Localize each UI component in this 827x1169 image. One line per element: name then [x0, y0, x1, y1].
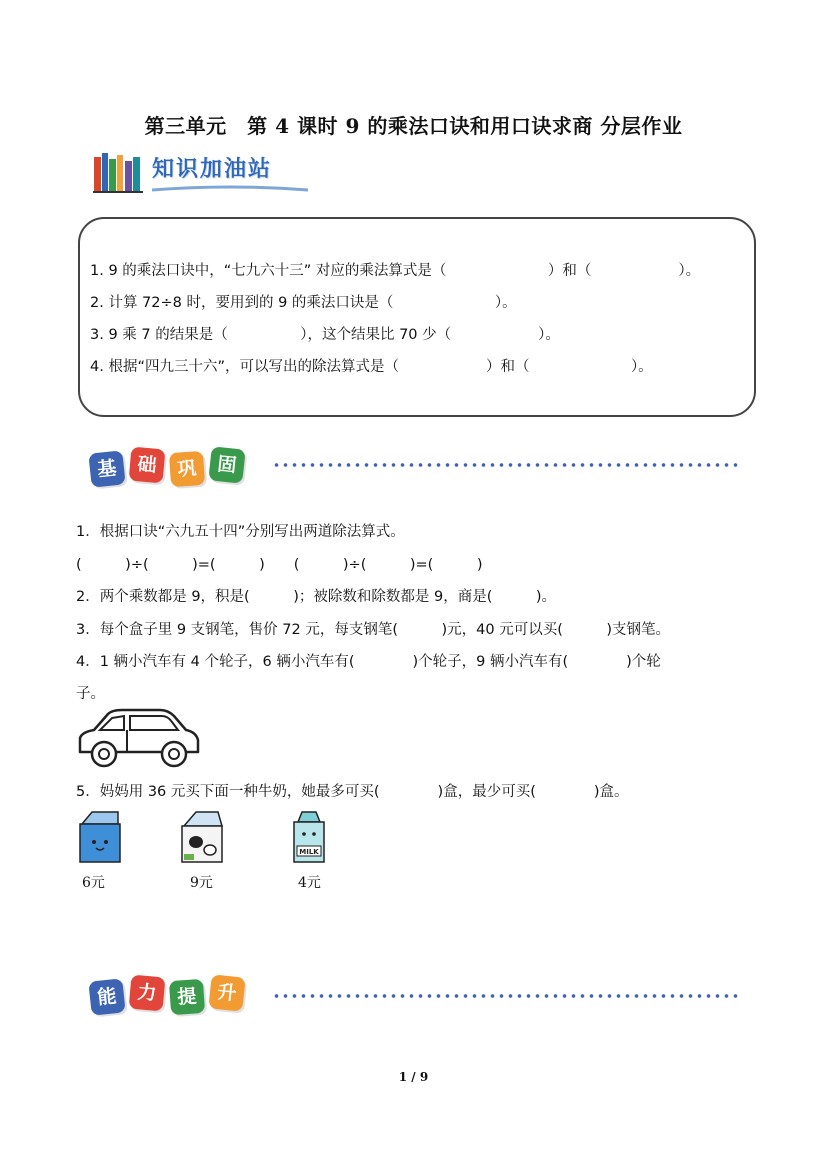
car-icon — [74, 708, 202, 770]
knowledge-box — [78, 217, 756, 417]
question-5: 5．妈妈用 36 元买下面一种牛奶，她最多可买( )盒，最少可买( )盒。 — [76, 784, 629, 800]
milk-label: MILK — [299, 848, 319, 856]
dotted-divider — [272, 463, 740, 467]
milk-price: 6元 — [82, 875, 105, 891]
section-ability-banner — [90, 974, 270, 1024]
milk-carton-cow-icon — [178, 810, 226, 864]
page-title: 第三单元 第 4 课时 9 的乘法口诀和用口诀求商 分层作业 — [144, 114, 683, 138]
section-ability-char: 升 — [208, 974, 245, 1011]
section-basic-char: 础 — [129, 447, 166, 484]
section-ability-char: 能 — [88, 978, 125, 1015]
knowledge-item: 4. 根据“四九三十六”，可以写出的除法算式是（ ）和（ ）。 — [90, 359, 653, 375]
milk-carton-blue-icon — [76, 810, 124, 864]
question-3: 3．每个盒子里 9 支钢笔，售价 72 元，每支钢笔( )元，40 元可以买( )支钢笔。 — [76, 622, 671, 638]
page-number: 1 / 9 — [398, 1070, 429, 1084]
section-ability-char: 提 — [169, 979, 205, 1015]
books-icon — [93, 151, 143, 193]
milk-bottle-icon — [290, 810, 328, 864]
dotted-divider — [272, 994, 740, 998]
question-4: 4．1 辆小汽车有 4 个轮子，6 辆小汽车有( )个轮子，9 辆小汽车有( )个轮 — [76, 654, 661, 670]
section-basic-banner — [90, 446, 270, 496]
section-knowledge-title: 知识加油站 — [152, 157, 273, 182]
question-2: 2．两个乘数都是 9，积是( )；被除数和除数都是 9，商是( )。 — [76, 589, 557, 605]
section-basic-char: 巩 — [169, 451, 205, 487]
knowledge-underline — [150, 182, 310, 194]
section-basic-char: 基 — [88, 450, 125, 487]
knowledge-item: 3. 9 乘 7 的结果是（ ），这个结果比 70 少（ ）。 — [90, 327, 560, 343]
question-1: 1．根据口诀“六九五十四”分别写出两道除法算式。 — [76, 524, 405, 540]
section-basic-char: 固 — [208, 446, 245, 483]
knowledge-item: 1. 9 的乘法口诀中，“七九六十三” 对应的乘法算式是（ ）和（ ）。 — [90, 263, 701, 279]
question-4-cont: 子。 — [76, 686, 105, 702]
milk-price: 4元 — [298, 875, 321, 891]
milk-price: 9元 — [190, 875, 213, 891]
section-ability-char: 力 — [129, 975, 166, 1012]
knowledge-item: 2. 计算 72÷8 时，要用到的 9 的乘法口诀是（ ）。 — [90, 295, 517, 311]
question-1-blanks: ( )÷( )=( ) ( )÷( )=( ) — [76, 557, 483, 573]
